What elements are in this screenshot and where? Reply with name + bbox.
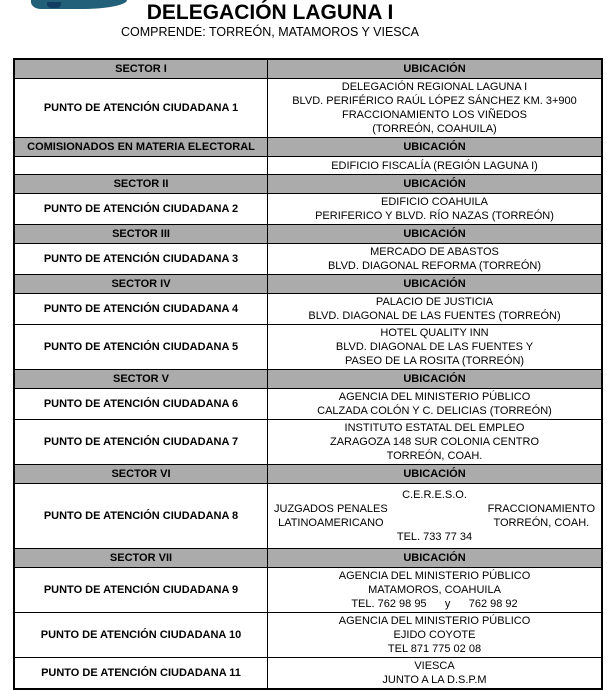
point-name-cell: PUNTO DE ATENCIÓN CIUDADANA 11: [14, 658, 268, 690]
location-line: BLVD. DIAGONAL REFORMA (TORREÓN): [327, 260, 542, 272]
table-row: [14, 484, 602, 549]
point-name-cell: [14, 157, 268, 175]
location-line: EDIFICIO FISCALÍA (REGIÓN LAGUNA I): [331, 159, 538, 172]
section-header-row: [14, 370, 602, 389]
table-row: [14, 420, 602, 465]
location-left-block: [274, 502, 388, 530]
location-line: PASEO DE LA ROSITA (TORREÓN): [344, 355, 525, 367]
section-label-cell: SECTOR IV: [14, 275, 268, 294]
table-row: [14, 294, 602, 325]
delegation-table-body: [14, 59, 602, 689]
table-row: [14, 244, 602, 275]
location-line: HOTEL QUALITY INN: [380, 327, 489, 339]
point-name-cell: PUNTO DE ATENCIÓN CIUDADANA 10: [14, 613, 268, 658]
ubicacion-header-cell: UBICACIÓN: [268, 138, 603, 157]
location-line: BLVD. DIAGONAL DE LAS FUENTES Y: [335, 341, 534, 353]
table-row: [14, 658, 602, 690]
section-header-row: [14, 225, 602, 244]
location-cell: [268, 244, 603, 275]
section-label-cell: SECTOR I: [14, 59, 268, 79]
ubicacion-header-cell: UBICACIÓN: [268, 465, 603, 484]
location-line: PERIFERICO Y BLVD. RÍO NAZAS (TORREÓN): [315, 210, 554, 222]
table-row: [14, 157, 602, 175]
location-line: BLVD. PERIFÉRICO RAÚL LÓPEZ SÁNCHEZ KM. 3+900: [292, 95, 577, 107]
point-name-cell: PUNTO DE ATENCIÓN CIUDADANA 8: [14, 484, 268, 549]
location-line: (TORREÓN, COAHUILA): [372, 123, 497, 135]
ubicacion-header-cell: UBICACIÓN: [268, 370, 603, 389]
location-cell: [268, 420, 603, 465]
page-title: DELEGACIÓN LAGUNA I: [146, 1, 394, 24]
location-line: JUZGADOS PENALES: [274, 503, 388, 515]
point-name-cell: PUNTO DE ATENCIÓN CIUDADANA 7: [14, 420, 268, 465]
section-label-cell: SECTOR V: [14, 370, 268, 389]
location-line: TEL. 762 98 95 y 762 98 92: [351, 598, 518, 610]
section-label-cell: SECTOR VI: [14, 465, 268, 484]
ubicacion-header-cell: UBICACIÓN: [268, 175, 603, 194]
location-cell: [268, 389, 603, 420]
table-row: [14, 613, 602, 658]
location-line: VIESCA: [414, 660, 455, 672]
location-line: AGENCIA DEL MINISTERIO PÚBLICO: [338, 391, 531, 403]
table-row: [14, 568, 602, 613]
point-name-cell: PUNTO DE ATENCIÓN CIUDADANA 6: [14, 389, 268, 420]
section-header-row: [14, 549, 602, 568]
delegation-table: [13, 58, 603, 690]
page-subtitle: COMPRENDE: TORREÓN, MATAMOROS Y VIESCA: [121, 25, 419, 39]
table-row: [14, 389, 602, 420]
table-row: [14, 194, 602, 225]
point-name-cell: PUNTO DE ATENCIÓN CIUDADANA 1: [14, 79, 268, 138]
location-split-columns: [270, 502, 599, 530]
point-name-cell: PUNTO DE ATENCIÓN CIUDADANA 5: [14, 325, 268, 370]
location-line: TEL. 733 77 34: [396, 531, 473, 543]
location-right-block: [488, 502, 595, 530]
section-header-row: [14, 138, 602, 157]
location-line: MERCADO DE ABASTOS: [370, 246, 499, 258]
section-label-cell: SECTOR II: [14, 175, 268, 194]
location-line: BLVD. DIAGONAL DE LAS FUENTES (TORREÓN): [308, 310, 561, 322]
section-header-row: [14, 59, 602, 79]
document-header: [0, 1, 540, 40]
location-cell: [268, 194, 603, 225]
location-line: MATAMOROS, COAHUILA: [368, 584, 501, 596]
location-line: INSTITUTO ESTATAL DEL EMPLEO: [344, 422, 525, 434]
ubicacion-header-cell: UBICACIÓN: [268, 275, 603, 294]
point-name-cell: PUNTO DE ATENCIÓN CIUDADANA 9: [14, 568, 268, 613]
ubicacion-header-cell: UBICACIÓN: [268, 549, 603, 568]
location-line: TORREÓN, COAH.: [493, 517, 590, 529]
section-header-row: [14, 175, 602, 194]
table-row: [14, 325, 602, 370]
location-line: TEL 871 775 02 08: [387, 643, 482, 655]
location-cell: [268, 79, 603, 138]
location-line: CALZADA COLÓN Y C. DELICIAS (TORREÓN): [317, 405, 552, 417]
location-line: LATINOAMERICANO: [278, 517, 384, 529]
location-line: ZARAGOZA 148 SUR COLONIA CENTRO: [329, 436, 540, 448]
location-line: C.E.R.E.S.O.: [402, 489, 467, 501]
location-cell: [268, 484, 603, 549]
section-label-cell: COMISIONADOS EN MATERIA ELECTORAL: [14, 138, 268, 157]
location-line: PALACIO DE JUSTICIA: [375, 296, 494, 308]
section-label-cell: SECTOR III: [14, 225, 268, 244]
location-line: FRACCIONAMIENTO: [487, 503, 595, 515]
location-cell: [268, 157, 603, 175]
location-cell: [268, 325, 603, 370]
table-row: [14, 79, 602, 138]
location-cell: [268, 658, 603, 690]
location-cell: [268, 613, 603, 658]
location-line: AGENCIA DEL MINISTERIO PÚBLICO: [338, 615, 531, 627]
ubicacion-header-cell: UBICACIÓN: [268, 59, 603, 79]
location-line: EDIFICIO COAHUILA: [381, 196, 488, 208]
location-line: EJIDO COYOTE: [393, 629, 476, 641]
location-cell: [268, 568, 603, 613]
point-name-cell: PUNTO DE ATENCIÓN CIUDADANA 3: [14, 244, 268, 275]
location-line: DELEGACIÓN REGIONAL LAGUNA I: [341, 81, 528, 93]
location-line: FRACCIONAMIENTO LOS VIÑEDOS: [342, 109, 527, 121]
location-line: JUNTO A LA D.S.P.M: [382, 674, 487, 686]
ubicacion-header-cell: UBICACIÓN: [268, 225, 603, 244]
location-line: AGENCIA DEL MINISTERIO PÚBLICO: [338, 570, 531, 582]
location-line: TORREÓN, COAH.: [386, 450, 483, 462]
section-header-row: [14, 465, 602, 484]
point-name-cell: PUNTO DE ATENCIÓN CIUDADANA 4: [14, 294, 268, 325]
section-label-cell: SECTOR VII: [14, 549, 268, 568]
point-name-cell: PUNTO DE ATENCIÓN CIUDADANA 2: [14, 194, 268, 225]
section-header-row: [14, 275, 602, 294]
location-cell: [268, 294, 603, 325]
